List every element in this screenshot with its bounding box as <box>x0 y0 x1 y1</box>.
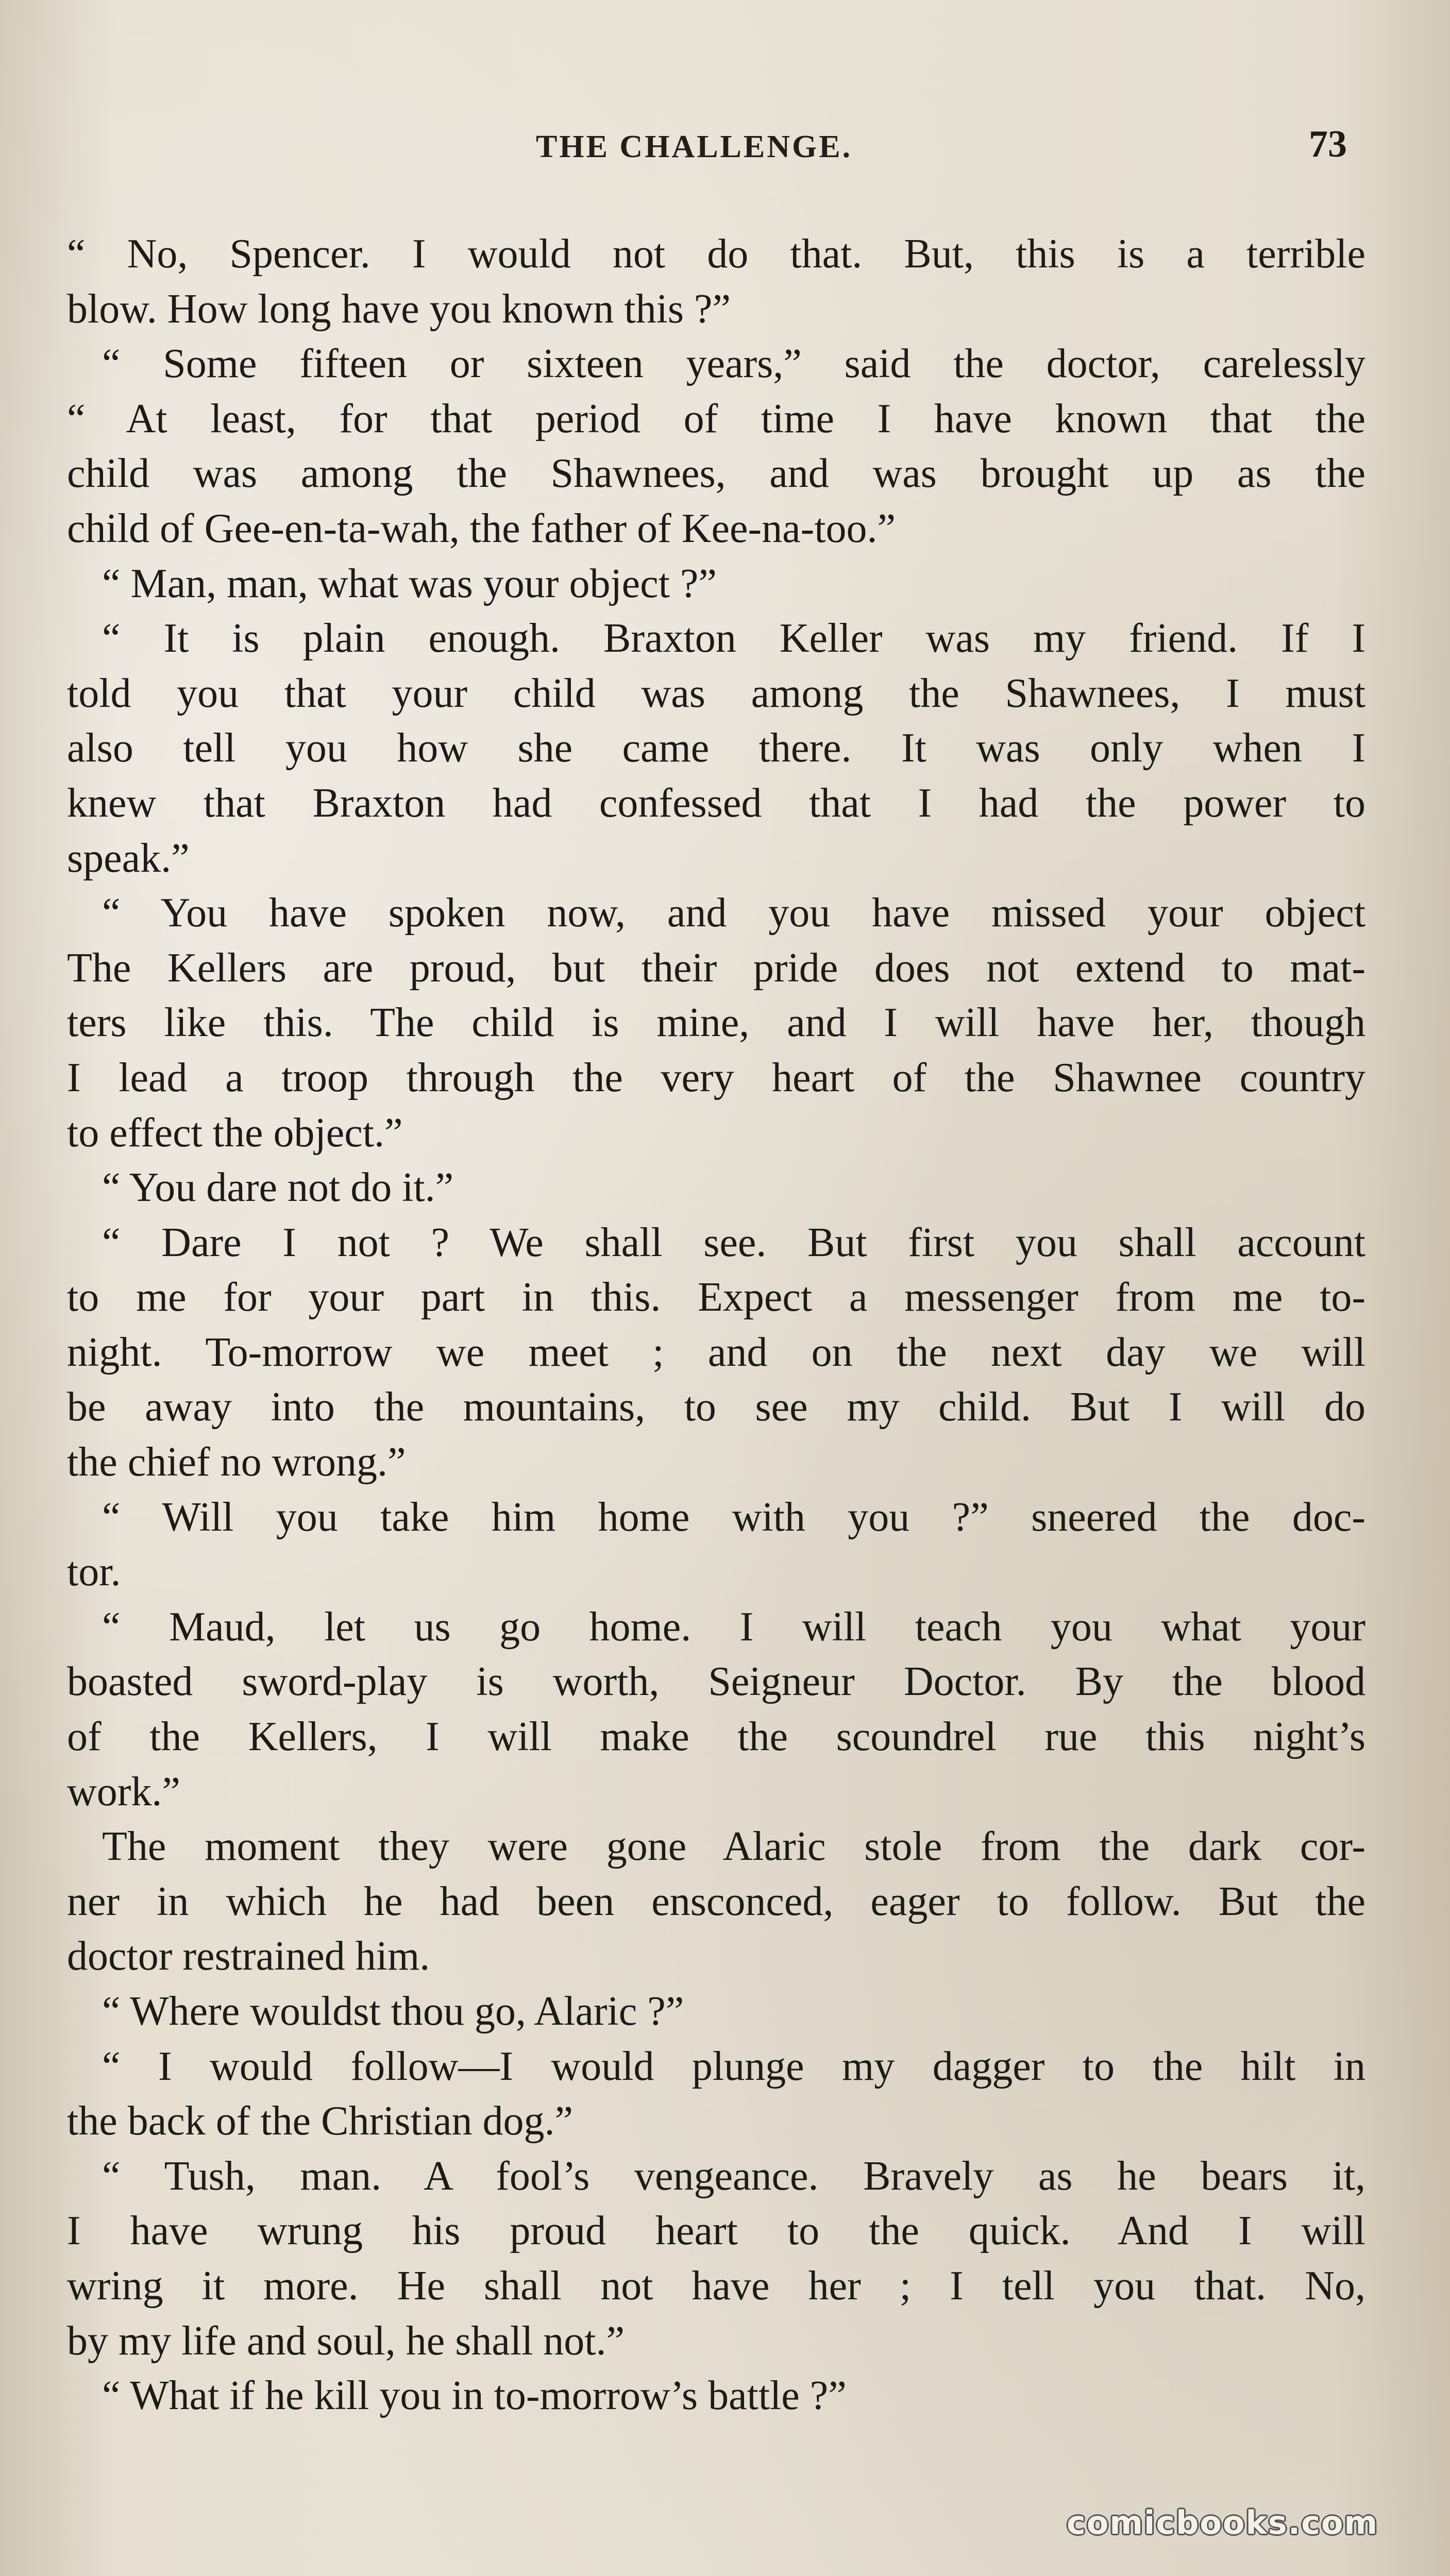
text-line: to me for your part in this. Expect a messenger from me to- <box>67 1275 1365 1320</box>
text-line: work.” <box>67 1769 180 1815</box>
text-line: wring it more. He shall not have her ; I tell you that. No, <box>67 2263 1365 2309</box>
text-line: “ At least, for that period of time I have known that the <box>67 396 1365 442</box>
text-line: ters like this. The child is mine, and I will have her, though <box>67 1000 1365 1046</box>
text-line: told you that your child was among the Shawnees, I must <box>67 670 1365 716</box>
text-line: “ Maud, let us go home. I will teach you what your <box>102 1604 1365 1650</box>
body-text <box>67 227 1365 2424</box>
text-line: “ Some fifteen or sixteen years,” said the doctor, carelessly <box>102 341 1365 387</box>
text-line: “ No, Spencer. I would not do that. But, this is a terrible <box>67 231 1365 277</box>
text-line: The moment they were gone Alaric stole from the dark cor- <box>102 1824 1365 1870</box>
text-line: child of Gee-en-ta-wah, the father of Kee-na-too.” <box>67 505 896 551</box>
page-number: 73 <box>1309 123 1347 165</box>
text-line: knew that Braxton had confessed that I had the power to <box>67 780 1365 826</box>
text-line: of the Kellers, I will make the scoundrel rue this night’s <box>67 1714 1365 1760</box>
text-line: night. To-morrow we meet ; and on the next day we will <box>67 1329 1365 1375</box>
text-line: “ Tush, man. A fool’s vengeance. Bravely as he bears it, <box>102 2153 1365 2199</box>
text-line: “ You dare not do it.” <box>102 1165 454 1211</box>
text-line: “ What if he kill you in to-morrow’s battle ?” <box>102 2373 847 2419</box>
text-line: The Kellers are proud, but their pride does not extend to mat- <box>67 945 1365 991</box>
watermark-logo: comicbooks.com <box>1067 2504 1379 2541</box>
text-line: the back of the Christian dog.” <box>67 2098 573 2144</box>
text-line: by my life and soul, he shall not.” <box>67 2318 625 2364</box>
text-line: I have wrung his proud heart to the quick. And I will <box>67 2208 1365 2254</box>
text-line: child was among the Shawnees, and was brought up as the <box>67 451 1365 497</box>
text-line: tor. <box>67 1549 121 1595</box>
text-line: “ You have spoken now, and you have missed your object <box>102 890 1365 936</box>
text-line: “ Will you take him home with you ?” sneered the doc- <box>102 1494 1365 1540</box>
text-line: speak.” <box>67 835 190 881</box>
text-line: blow. How long have you known this ?” <box>67 286 731 332</box>
text-line: “ I would follow—I would plunge my dagger to the hilt in <box>102 2043 1365 2089</box>
text-line: “ Dare I not ? We shall see. But first you shall account <box>102 1219 1365 1265</box>
text-line: boasted sword-play is worth, Seigneur Doctor. By the blood <box>67 1659 1365 1705</box>
text-line: I lead a troop through the very heart of the Shawnee country <box>67 1055 1365 1100</box>
text-line: “ Man, man, what was your object ?” <box>102 561 717 606</box>
text-line: to effect the object.” <box>67 1110 403 1156</box>
text-line: also tell you how she came there. It was only when I <box>67 725 1365 771</box>
text-line: the chief no wrong.” <box>67 1439 406 1485</box>
text-line: be away into the mountains, to see my child. But I will do <box>67 1384 1365 1430</box>
text-line: doctor restrained him. <box>67 1934 430 1979</box>
text-line: ner in which he had been ensconced, eager to follow. But the <box>67 1878 1365 1924</box>
text-line: “ It is plain enough. Braxton Keller was my friend. If I <box>102 616 1365 662</box>
text-line: “ Where wouldst thou go, Alaric ?” <box>102 1989 684 2034</box>
running-head-title: THE CHALLENGE. <box>536 129 853 164</box>
